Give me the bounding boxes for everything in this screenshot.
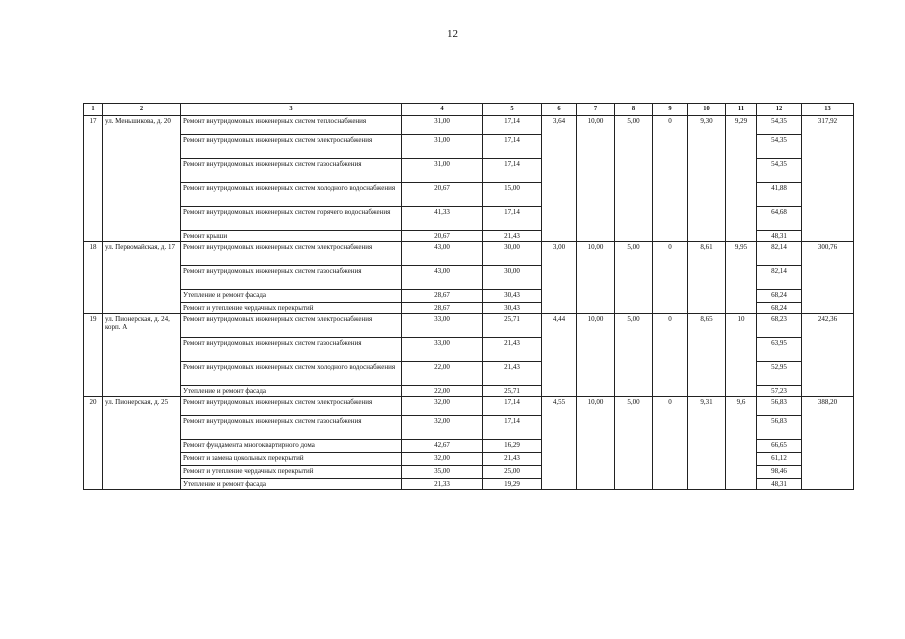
col13-cell: 317,92 (802, 116, 854, 242)
col9-cell: 0 (653, 397, 688, 490)
item-number: 19 (84, 314, 103, 397)
col5-cell: 17,14 (483, 135, 542, 159)
col4-cell: 20,67 (402, 183, 483, 207)
col11-cell: 9,6 (726, 397, 757, 490)
col5-cell: 17,14 (483, 397, 542, 416)
col5-cell: 30,00 (483, 266, 542, 290)
address-cell: ул. Пионерская, д. 25 (103, 397, 181, 490)
col10-cell: 9,30 (688, 116, 726, 242)
table-row (84, 397, 854, 416)
col5-cell: 21,43 (483, 231, 542, 242)
col9-cell: 0 (653, 116, 688, 242)
col12-cell: 68,23 (757, 314, 802, 338)
header-cell: 6 (542, 104, 577, 116)
col5-cell: 17,14 (483, 116, 542, 135)
col10-cell: 8,65 (688, 314, 726, 397)
col12-cell: 57,23 (757, 386, 802, 397)
work-type-cell: Утепление и ремонт фасада (181, 479, 402, 490)
col7-cell: 10,00 (577, 116, 615, 242)
col8-cell: 5,00 (615, 242, 653, 314)
table-row (84, 314, 854, 338)
col12-cell: 68,24 (757, 290, 802, 303)
col7-cell: 10,00 (577, 314, 615, 397)
col4-cell: 32,00 (402, 397, 483, 416)
col6-cell: 3,00 (542, 242, 577, 314)
work-type-cell: Ремонт внутридомовых инженерных систем горячего водоснабжения (181, 207, 402, 231)
col6-cell: 3,64 (542, 116, 577, 242)
col5-cell: 21,43 (483, 362, 542, 386)
header-cell: 5 (483, 104, 542, 116)
col5-cell: 25,00 (483, 466, 542, 479)
col4-cell: 33,00 (402, 314, 483, 338)
header-cell: 8 (615, 104, 653, 116)
item-number: 20 (84, 397, 103, 490)
col5-cell: 30,43 (483, 303, 542, 314)
col12-cell: 54,35 (757, 159, 802, 183)
work-type-cell: Ремонт внутридомовых инженерных систем газоснабжения (181, 416, 402, 440)
col8-cell: 5,00 (615, 116, 653, 242)
header-cell: 10 (688, 104, 726, 116)
header-cell: 1 (84, 104, 103, 116)
work-type-cell: Ремонт внутридомовых инженерных систем электроснабжения (181, 314, 402, 338)
col5-cell: 17,14 (483, 207, 542, 231)
col12-cell: 48,31 (757, 479, 802, 490)
col4-cell: 32,00 (402, 416, 483, 440)
col5-cell: 16,29 (483, 440, 542, 453)
header-cell: 2 (103, 104, 181, 116)
address-cell: ул. Пионерская, д. 24, корп. А (103, 314, 181, 397)
work-type-cell: Утепление и ремонт фасада (181, 290, 402, 303)
col13-cell: 242,36 (802, 314, 854, 397)
header-cell: 13 (802, 104, 854, 116)
work-type-cell: Ремонт внутридомовых инженерных систем электроснабжения (181, 242, 402, 266)
page-number: 12 (447, 28, 458, 40)
col4-cell: 33,00 (402, 338, 483, 362)
col12-cell: 52,95 (757, 362, 802, 386)
col4-cell: 21,33 (402, 479, 483, 490)
work-type-cell: Ремонт внутридомовых инженерных систем электроснабжения (181, 135, 402, 159)
col9-cell: 0 (653, 314, 688, 397)
col4-cell: 43,00 (402, 266, 483, 290)
col10-cell: 9,31 (688, 397, 726, 490)
work-type-cell: Ремонт и замена цокольных перекрытий (181, 453, 402, 466)
work-type-cell: Ремонт внутридомовых инженерных систем газоснабжения (181, 159, 402, 183)
col12-cell: 41,88 (757, 183, 802, 207)
col10-cell: 8,61 (688, 242, 726, 314)
col11-cell: 10 (726, 314, 757, 397)
col5-cell: 25,71 (483, 314, 542, 338)
header-cell: 9 (653, 104, 688, 116)
work-type-cell: Ремонт фундамента многоквартирного дома (181, 440, 402, 453)
col12-cell: 63,95 (757, 338, 802, 362)
work-type-cell: Ремонт и утепление чердачных перекрытий (181, 303, 402, 314)
col8-cell: 5,00 (615, 397, 653, 490)
col12-cell: 68,24 (757, 303, 802, 314)
col4-cell: 32,00 (402, 453, 483, 466)
col9-cell: 0 (653, 242, 688, 314)
col11-cell: 9,95 (726, 242, 757, 314)
col12-cell: 82,14 (757, 242, 802, 266)
col4-cell: 42,67 (402, 440, 483, 453)
col13-cell: 388,20 (802, 397, 854, 490)
col12-cell: 48,31 (757, 231, 802, 242)
col5-cell: 17,14 (483, 416, 542, 440)
col8-cell: 5,00 (615, 314, 653, 397)
col4-cell: 20,67 (402, 231, 483, 242)
col11-cell: 9,29 (726, 116, 757, 242)
col4-cell: 35,00 (402, 466, 483, 479)
work-type-cell: Ремонт внутридомовых инженерных систем газоснабжения (181, 266, 402, 290)
header-cell: 11 (726, 104, 757, 116)
col12-cell: 66,65 (757, 440, 802, 453)
col12-cell: 61,12 (757, 453, 802, 466)
col12-cell: 56,83 (757, 397, 802, 416)
header-cell: 3 (181, 104, 402, 116)
work-type-cell: Ремонт внутридомовых инженерных систем электроснабжения (181, 397, 402, 416)
col4-cell: 31,00 (402, 159, 483, 183)
repair-table (83, 103, 854, 490)
col4-cell: 22,00 (402, 386, 483, 397)
col5-cell: 30,00 (483, 242, 542, 266)
col4-cell: 22,00 (402, 362, 483, 386)
col4-cell: 31,00 (402, 116, 483, 135)
col5-cell: 15,00 (483, 183, 542, 207)
col4-cell: 41,33 (402, 207, 483, 231)
address-cell: ул. Меньшикова, д. 20 (103, 116, 181, 242)
col12-cell: 98,46 (757, 466, 802, 479)
col12-cell: 54,35 (757, 116, 802, 135)
col6-cell: 4,44 (542, 314, 577, 397)
table-body (84, 116, 854, 490)
item-number: 18 (84, 242, 103, 314)
work-type-cell: Утепление и ремонт фасада (181, 386, 402, 397)
work-type-cell: Ремонт крыши (181, 231, 402, 242)
address-cell: ул. Первомайская, д. 17 (103, 242, 181, 314)
col4-cell: 28,67 (402, 303, 483, 314)
table-row (84, 116, 854, 135)
col5-cell: 21,43 (483, 338, 542, 362)
header-row (84, 104, 854, 116)
col12-cell: 56,83 (757, 416, 802, 440)
item-number: 17 (84, 116, 103, 242)
header-cell: 7 (577, 104, 615, 116)
header-cell: 4 (402, 104, 483, 116)
col6-cell: 4,55 (542, 397, 577, 490)
col5-cell: 17,14 (483, 159, 542, 183)
col4-cell: 43,00 (402, 242, 483, 266)
header-cell: 12 (757, 104, 802, 116)
col7-cell: 10,00 (577, 242, 615, 314)
work-type-cell: Ремонт внутридомовых инженерных систем теплоснабжения (181, 116, 402, 135)
col5-cell: 21,43 (483, 453, 542, 466)
work-type-cell: Ремонт внутридомовых инженерных систем холодного водоснабжения (181, 183, 402, 207)
col12-cell: 64,68 (757, 207, 802, 231)
col12-cell: 82,14 (757, 266, 802, 290)
col4-cell: 28,67 (402, 290, 483, 303)
col12-cell: 54,35 (757, 135, 802, 159)
table-row (84, 242, 854, 266)
col13-cell: 300,76 (802, 242, 854, 314)
col4-cell: 31,00 (402, 135, 483, 159)
work-type-cell: Ремонт внутридомовых инженерных систем холодного водоснабжения (181, 362, 402, 386)
col5-cell: 19,29 (483, 479, 542, 490)
col5-cell: 30,43 (483, 290, 542, 303)
col7-cell: 10,00 (577, 397, 615, 490)
work-type-cell: Ремонт и утепление чердачных перекрытий (181, 466, 402, 479)
work-type-cell: Ремонт внутридомовых инженерных систем газоснабжения (181, 338, 402, 362)
col5-cell: 25,71 (483, 386, 542, 397)
